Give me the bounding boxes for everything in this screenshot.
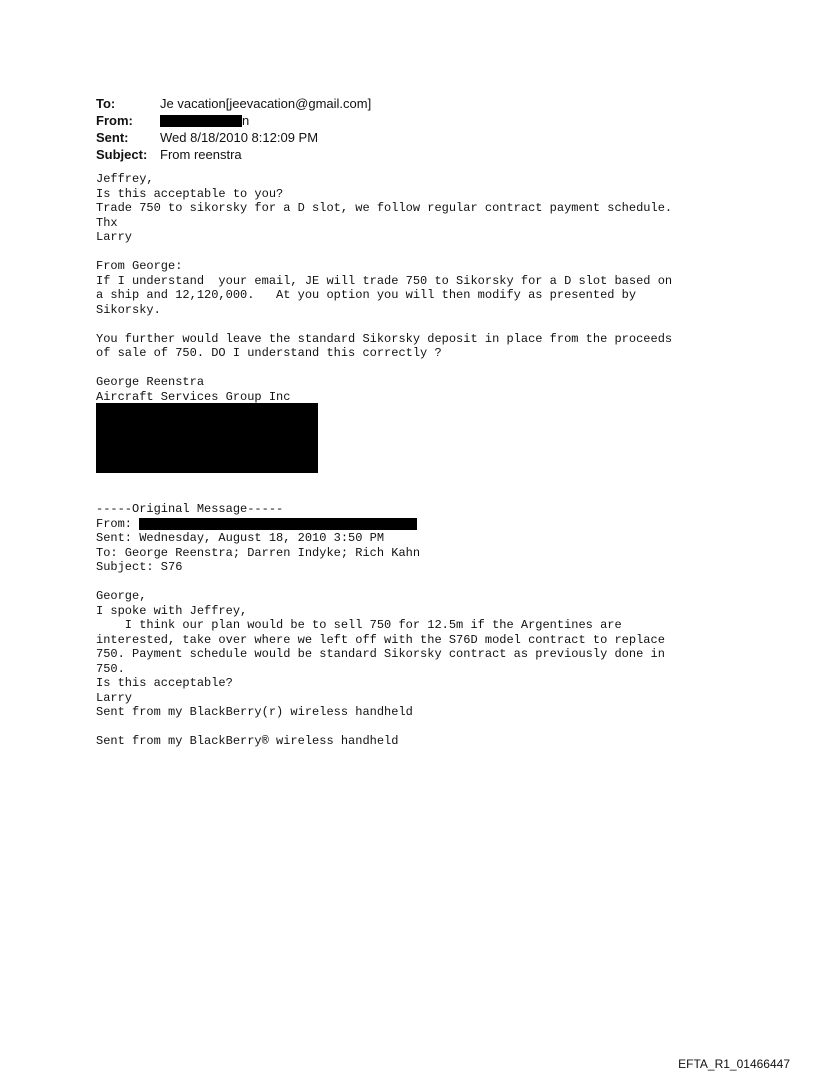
body-line: You further would leave the standard Sikorsky deposit in place from the proceeds (96, 331, 673, 346)
signature-redaction (96, 403, 318, 473)
body-line: Is this acceptable to you? (96, 186, 284, 201)
original-body-line: 750. (96, 661, 125, 676)
body-line: Sikorsky. (96, 302, 161, 317)
from-redaction (160, 115, 242, 127)
original-to-line: To: George Reenstra; Darren Indyke; Rich Kahn (96, 545, 421, 560)
original-body-line: interested, take over where we left off with the S76D model contract to replace (96, 632, 665, 647)
document-id: EFTA_R1_01466447 (678, 1057, 790, 1071)
body-line: a ship and 12,120,000. At you option you will then modify as presented by (96, 288, 637, 302)
original-from-redaction (139, 518, 417, 530)
to-row (96, 95, 371, 112)
to-label: To: (96, 96, 116, 111)
from-label: From: (96, 113, 133, 128)
email-header (96, 95, 371, 163)
from-tail: n (242, 113, 250, 128)
body-line: Larry (96, 230, 133, 244)
original-body-line: Larry (96, 690, 133, 705)
original-from-row (96, 517, 665, 532)
from-row (96, 112, 371, 129)
signature-company: Aircraft Services Group Inc (96, 389, 291, 404)
original-from-label: From: (96, 516, 133, 531)
original-body-line: I think our plan would be to sell 750 for 12.5m if the Argentines are (96, 618, 622, 632)
subject-value: From reenstra (160, 147, 242, 162)
body-line: From George: (96, 259, 183, 273)
body-line: Jeffrey, (96, 172, 154, 186)
original-separator: -----Original Message----- (96, 502, 284, 516)
original-subject-line: Subject: S76 (96, 560, 183, 574)
original-body-line: 750. Payment schedule would be standard Sikorsky contract as previously done in (96, 647, 665, 661)
sent-row (96, 129, 371, 146)
sent-value: Wed 8/18/2010 8:12:09 PM (160, 130, 319, 145)
original-body-line: George, (96, 589, 147, 603)
sent-label: Sent: (96, 130, 129, 145)
body-line: of sale of 750. DO I understand this correctly ? (96, 346, 442, 360)
body-line: If I understand your email, JE will trade 750 to Sikorsky for a D slot based on (96, 273, 673, 288)
subject-label: Subject: (96, 147, 148, 162)
original-message (96, 502, 665, 749)
body-line: Trade 750 to sikorsky for a D slot, we follow regular contract payment schedule. (96, 201, 673, 215)
body-line: Thx (96, 215, 118, 230)
original-body-line: Is this acceptable? (96, 676, 233, 690)
signature-name: George Reenstra (96, 375, 205, 389)
email-body (96, 172, 672, 404)
original-body-line: I spoke with Jeffrey, (96, 603, 248, 618)
to-value: Je vacation[jeevacation@gmail.com] (160, 96, 372, 111)
original-sent-line: Sent: Wednesday, August 18, 2010 3:50 PM (96, 531, 385, 545)
subject-row (96, 146, 371, 163)
original-body-line: Sent from my BlackBerry(r) wireless handheld (96, 705, 413, 719)
closing-line: Sent from my BlackBerry® wireless handheld (96, 734, 399, 748)
